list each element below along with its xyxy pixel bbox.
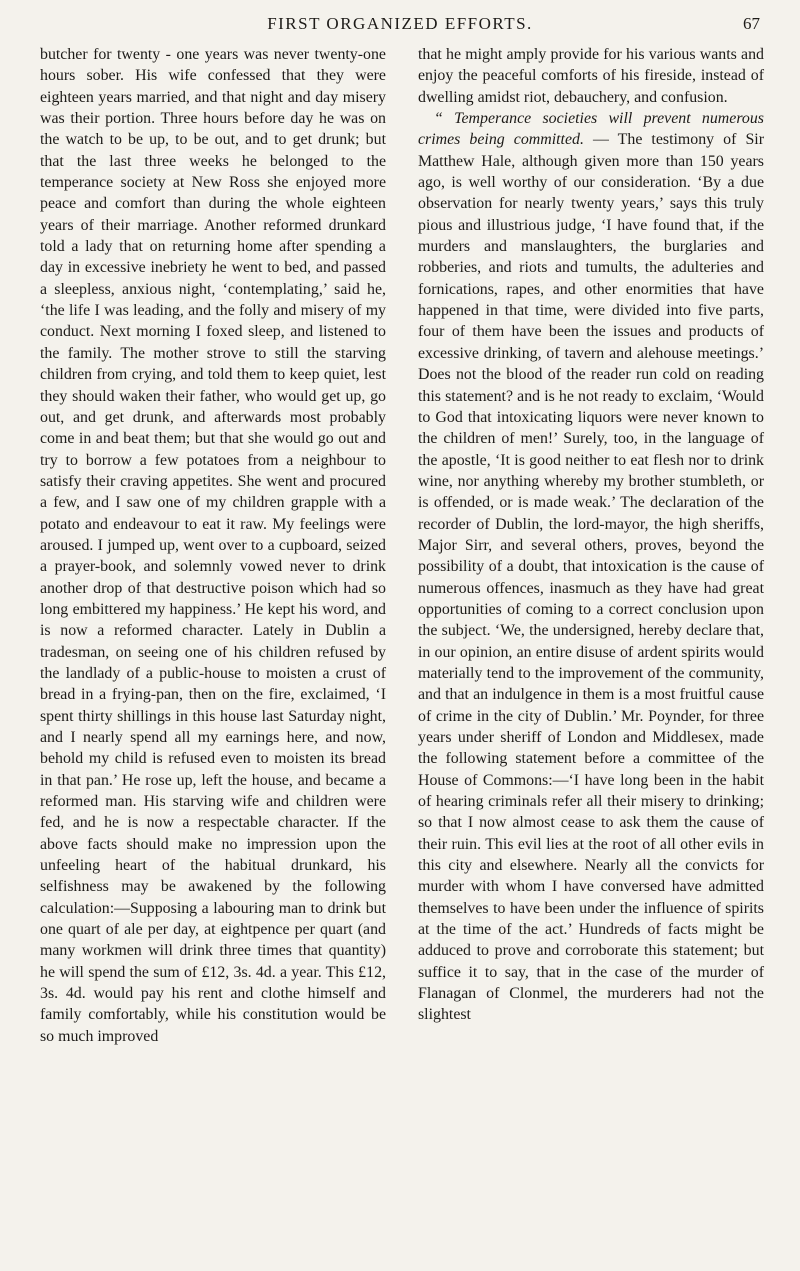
text-columns <box>40 44 764 1047</box>
right-column <box>418 44 764 1047</box>
page-number: 67 <box>743 14 760 33</box>
page-header <box>40 14 760 40</box>
italic-heading: “ Temperance societies will prevent numerous crimes being committed. <box>418 110 764 149</box>
paragraph-text: — The testimony of Sir Matthew Hale, although given more than 150 years ago, is well worthy of our consideration. ‘By a due observation for nearly twenty years,’ says this truly pious and illustrious judge, ‘I have found that, if the murders and manslaughters, the burglaries and robberies, and riots and tumults, the adulteries and fornications, rapes, and other enormities that have happened in that time, were divided into five parts, four of them have been the issues and products of excessive drinking, of tavern and alehouse meetings.’ Does not the blood of the reader run cold on reading this statement? and is he not ready to exclaim, ‘Would to God that intoxicating liquors were never known to the children of men!’ Surely, too, in the language of the apostle, ‘It is good neither to eat flesh nor to drink wine, nor anything whereby my brother stumbleth, or is offended, or is made weak.’ The declaration of the recorder of Dublin, the lord-mayor, the high sheriffs, Major Sirr, and several others, proves, beyond the possibility of a doubt, that intoxication is the cause of numerous offences, inasmuch as they have had great opportunities of coming to a correct conclusion upon the subject. ‘We, the undersigned, hereby declare that, in our opinion, an entire disuse of ardent spirits would materially tend to the improvement of the community, and that an indulgence in them is a most fruitful cause of crime in the city of Dublin.’ Mr. Poynder, for three years under sheriff of London and Middlesex, made the following statement before a committee of the House of Commons:—‘I have long been in the habit of hearing criminals refer all their misery to drinking; so that I now almost cease to ask them the cause of their ruin. This evil lies at the root of all other evils in this city and elsewhere. Nearly all the convicts for murder with whom I have conversed have admitted themselves to have been under the influence of spirits at the time of the act.’ Hundreds of facts might be adduced to prove and corroborate this statement; but suffice it to say, that in the case of the murder of Flanagan of Clonmel, the murderers had not the slightest <box>418 131 764 1024</box>
paragraph: butcher for twenty - one years was never twenty-one hours sober. His wife confessed that they were eighteen years married, and that night and day misery was their portion. Three hours before day he was on the watch to be up, to be out, and to get drunk; but that the last three weeks he belonged to the temperance society at New Ross she enjoyed more peace and comfort than during the whole eighteen years of their marriage. Another reformed drunkard told a lady that on returning home after spending a day in excessive inebriety he went to bed, and passed a sleepless, anxious night, ‘contemplating,’ said he, ‘the life I was leading, and the folly and misery of my conduct. Next morning I foxed sleep, and listened to the family. The mother strove to still the starving children from crying, and told them to keep quiet, lest they should waken their father, who would get up, go out, and get drunk, and afterwards most probably come in and beat them; but that she would go out and try to borrow a few potatoes from a neighbour to satisfy their craving appetites. She went and procured a few, and I saw one of my children grapple with a potato and endeavour to eat it raw. My feelings were aroused. I jumped up, went over to a cupboard, seized a prayer-book, and solemnly vowed never to drink another drop of that destructive poison which had so long embittered my happiness.’ He kept his word, and is now a reformed character. Lately in Dublin a tradesman, on seeing one of his children refused by the landlady of a public-house to moisten a crust of bread in a frying-pan, then on the fire, exclaimed, ‘I spent thirty shillings in this house last Saturday night, and I nearly spend all my earnings here, and now, behold my child is refused even to moisten its bread in that pan.’ He rose up, left the house, and became a reformed man. His starving wife and children were fed, and he is now a respectable character. If the above facts should make no impression upon the unfeeling heart of the habitual drunkard, his selfishness may be awakened by the following calculation:—Supposing a labouring man to drink but one quart of ale per day, at eightpence per quart (and many workmen will drink three times that quantity) he will spend the sum of £12, 3s. 4d. a year. This £12, 3s. 4d. would pay his rent and clothe himself and family comfortably, while his constitution would be so much improved <box>40 46 386 1045</box>
paragraph: that he might amply provide for his various wants and enjoy the peaceful comforts of his fireside, instead of dwelling amidst riot, debauchery, and confusion. <box>418 46 764 106</box>
paragraph <box>418 108 764 1026</box>
left-column <box>40 44 386 1047</box>
running-title: FIRST ORGANIZED EFFORTS. <box>267 14 533 33</box>
